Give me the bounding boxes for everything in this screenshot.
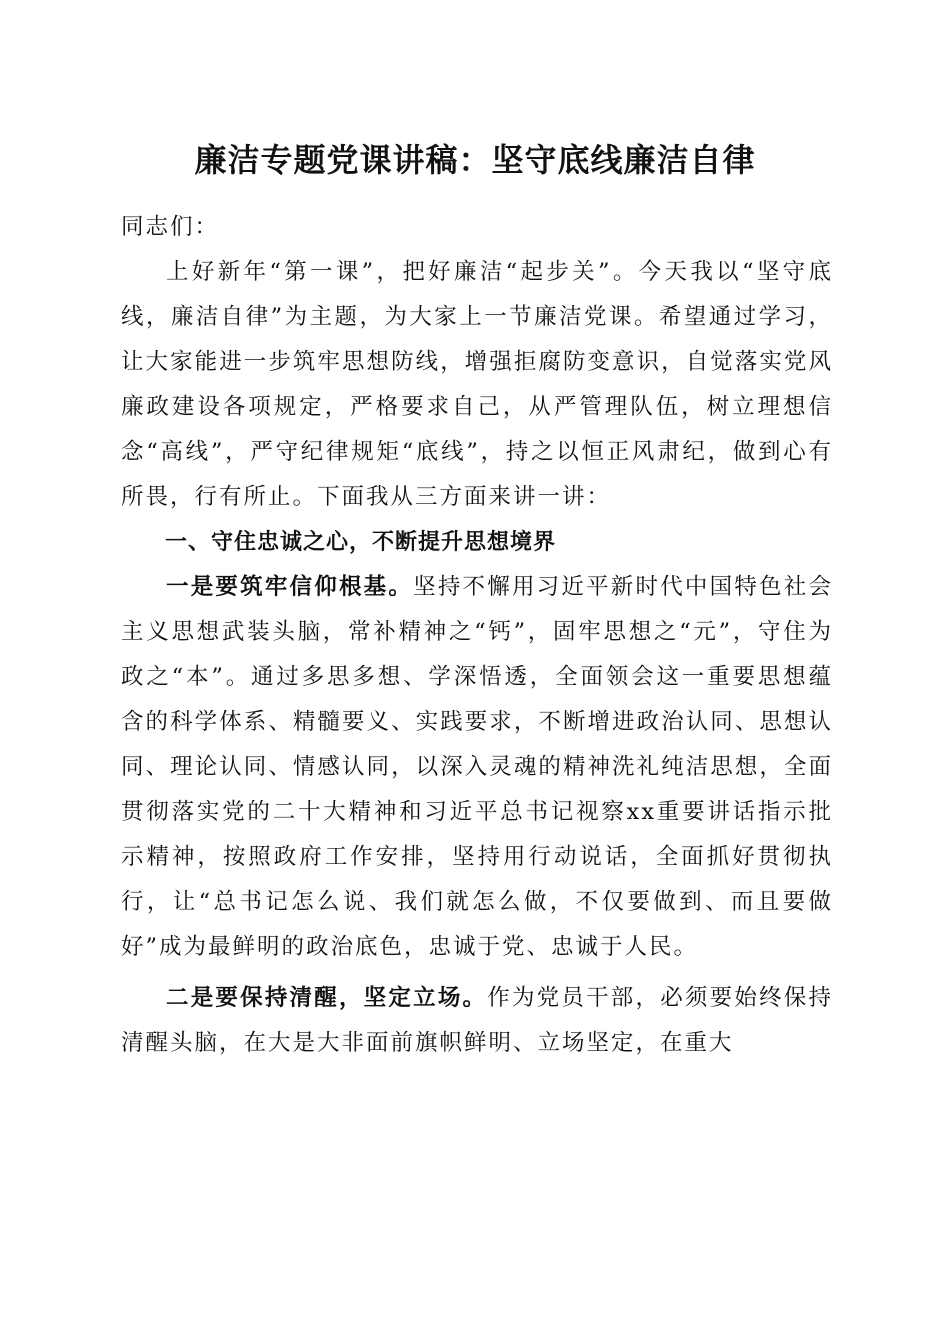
salutation: 同志们： [121, 214, 220, 240]
paragraph-2-body: 作为党员干部，必须要始终保持清醒头脑，在大是大非面前旗帜鲜明、立场坚定，在重大 [121, 985, 833, 1056]
paragraph-2 [121, 976, 833, 1066]
document-title: 廉洁专题党课讲稿：坚守底线廉洁自律 [194, 141, 756, 179]
document-body [121, 205, 833, 1066]
intro-paragraph: 上好新年“第一课”，把好廉洁“起步关”。今天我以“坚守底线，廉洁自律”为主题，为大家上一节廉洁党课。希望通过学习，让大家能进一步筑牢思想防线，增强拒腐防变意识，自觉落实党风廉政建设各项规定，严格要求自己，从严管理队伍，树立理想信念“高线”，严守纪律规矩“底线”，持之以恒正风肃纪，做到心有所畏，行有所止。下面我从三方面来讲一讲： [121, 259, 833, 510]
paragraph-1-lead: 一是要筑牢信仰根基。 [166, 574, 414, 600]
paragraph-1-body: 坚持不懈用习近平新时代中国特色社会主义思想武装头脑，常补精神之“钙”，固牢思想之“元”，守住为政之“本”。通过多思多想、学深悟透，全面领会这一重要思想蕴含的科学体系、精髓要义、实践要求，不断增进政治认同、思想认同、理论认同、情感认同，以深入灵魂的精神洗礼纯洁思想，全面贯彻落实党的二十大精神和习近平总书记视察xx重要讲话指示批示精神，按照政府工作安排，坚持用行动说话，全面抓好贯彻执行，让“总书记怎么说、我们就怎么做，不仅要做到、而且要做好”成为最鲜明的政治底色，忠诚于党、忠诚于人民。 [121, 574, 833, 960]
paragraph-1 [121, 565, 833, 970]
section-heading-1: 一、守住忠诚之心，不断提升思想境界 [165, 530, 557, 555]
paragraph-2-lead: 二是要保持清醒，坚定立场。 [166, 985, 488, 1011]
